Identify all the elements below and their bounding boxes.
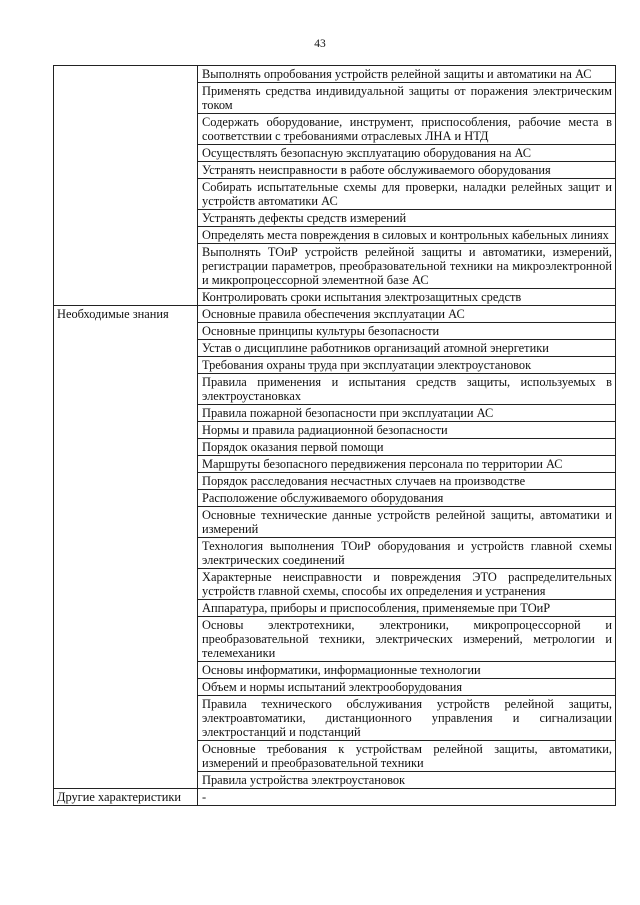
requirement-item: Основы информатики, информационные технологии	[198, 662, 616, 679]
requirement-item: Основы электротехники, электроники, микропроцессорной и преобразовательной техники, электрических измерений, метрологии и телемеханики	[198, 617, 616, 662]
requirement-item: Устранять дефекты средств измерений	[198, 210, 616, 227]
requirement-item: Определять места повреждения в силовых и контрольных кабельных линиях	[198, 227, 616, 244]
requirement-item: Собирать испытательные схемы для проверки, наладки релейных защит и устройств автоматики АС	[198, 179, 616, 210]
requirement-item: Порядок оказания первой помощи	[198, 439, 616, 456]
requirement-item: Содержать оборудование, инструмент, приспособления, рабочие места в соответствии с требованиями отраслевых ЛНА и НТД	[198, 114, 616, 145]
section-label: Другие характеристики	[54, 789, 198, 806]
requirement-item: Правила применения и испытания средств защиты, используемых в электроустановках	[198, 374, 616, 405]
page-number: 43	[314, 38, 326, 50]
requirements-table-body	[54, 66, 616, 806]
table-row	[54, 306, 616, 323]
requirement-item: Применять средства индивидуальной защиты от поражения электрическим током	[198, 83, 616, 114]
requirement-item: Осуществлять безопасную эксплуатацию оборудования на АС	[198, 145, 616, 162]
table-row	[54, 66, 616, 83]
section-label	[54, 66, 198, 306]
requirement-item: Устранять неисправности в работе обслуживаемого оборудования	[198, 162, 616, 179]
requirement-item: Маршруты безопасного передвижения персонала по территории АС	[198, 456, 616, 473]
requirement-item: Основные правила обеспечения эксплуатации АС	[198, 306, 616, 323]
requirement-item: Выполнять опробования устройств релейной защиты и автоматики на АС	[198, 66, 616, 83]
requirement-item: Требования охраны труда при эксплуатации электроустановок	[198, 357, 616, 374]
requirement-item: Объем и нормы испытаний электрооборудования	[198, 679, 616, 696]
table-row	[54, 789, 616, 806]
requirement-item: Основные требования к устройствам релейной защиты, автоматики, измерений и преобразовательной техники	[198, 741, 616, 772]
requirement-item: Технология выполнения ТОиР оборудования и устройств главной схемы электрических соединений	[198, 538, 616, 569]
requirement-item: Выполнять ТОиР устройств релейной защиты и автоматики, измерений, регистрации параметров, преобразовательной техники на микроэлектронной и микропроцессорной элементной базе АС	[198, 244, 616, 289]
requirement-item: Характерные неисправности и повреждения ЭТО распределительных устройств главной схемы, способы их определения и устранения	[198, 569, 616, 600]
requirement-item: Контролировать сроки испытания электрозащитных средств	[198, 289, 616, 306]
requirement-item: Правила пожарной безопасности при эксплуатации АС	[198, 405, 616, 422]
requirement-item: Устав о дисциплине работников организаций атомной энергетики	[198, 340, 616, 357]
section-label: Необходимые знания	[54, 306, 198, 789]
requirement-item: Порядок расследования несчастных случаев на производстве	[198, 473, 616, 490]
requirements-table	[53, 65, 616, 806]
requirement-item: Нормы и правила радиационной безопасности	[198, 422, 616, 439]
requirement-item: Расположение обслуживаемого оборудования	[198, 490, 616, 507]
requirement-item: Основные технические данные устройств релейной защиты, автоматики и измерений	[198, 507, 616, 538]
requirement-item: Правила устройства электроустановок	[198, 772, 616, 789]
requirement-item: Основные принципы культуры безопасности	[198, 323, 616, 340]
requirement-item: Аппаратура, приборы и приспособления, применяемые при ТОиР	[198, 600, 616, 617]
requirement-item: Правила технического обслуживания устройств релейной защиты, электроавтоматики, дистанционного управления и сигнализации электростанций и подстанций	[198, 696, 616, 741]
requirement-item: -	[198, 789, 616, 806]
